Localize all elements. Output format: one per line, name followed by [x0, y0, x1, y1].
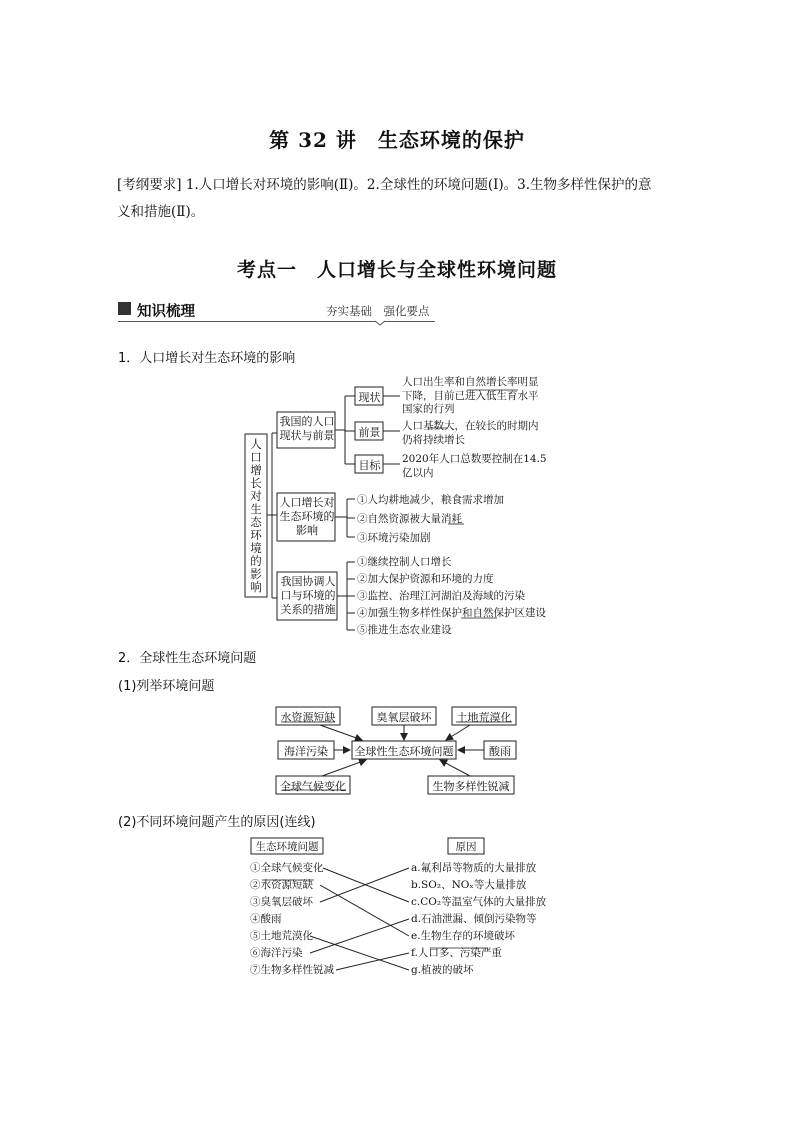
impact-item: ③环境污染加剧: [357, 532, 431, 544]
left-list: [250, 860, 334, 979]
left-item: ③臭氧层破坏: [250, 896, 313, 908]
page-title: 第 32 讲 生态环境的保护: [269, 128, 525, 152]
left-item: ④酸雨: [250, 913, 282, 925]
branch3-label: 我国协调人 口与环境的 关系的措施: [280, 575, 336, 616]
measure-item: ⑤推进生态农业建设: [357, 624, 452, 636]
right-item: c.CO₂等温室气体的大量排放: [411, 896, 547, 908]
left-item: ②水资源短缺: [250, 879, 313, 891]
knowledge-subtitle: 夯实基础 强化要点: [326, 304, 430, 318]
branch1-label: 我国的人口 现状与前景: [279, 415, 335, 442]
left-item: ⑥海洋污染: [250, 947, 303, 959]
problem-climate: 全球气候变化: [280, 780, 346, 793]
section2-heading: 2．全球性生态环境问题: [118, 651, 257, 666]
knowledge-label: 知识梳理: [137, 304, 195, 320]
left-item: ⑤土地荒漠化: [250, 930, 313, 942]
left-item: ①全球气候变化: [250, 862, 324, 874]
problem-center: 全球性生态环境问题: [354, 745, 454, 758]
measure-item: ②加大保护资源和环境的力度: [357, 573, 494, 585]
right-item: f.人口多、污染严重: [411, 947, 502, 959]
section2-sub1: (1)列举环境问题: [118, 679, 215, 694]
problem-ozone: 臭氧层破坏: [376, 711, 432, 724]
root-label: 人 口 增 长 对 生 态 环 境 的 影 响: [250, 437, 262, 594]
problem-water: 水资源短缺: [280, 711, 336, 724]
right-item: g.植被的破坏: [411, 964, 474, 976]
requirements-line2: 义和措施(Ⅱ)。: [117, 204, 205, 220]
section-title: 考点一 人口增长与全球性环境问题: [236, 259, 557, 281]
impact-item: ①人均耕地减少，粮食需求增加: [357, 494, 504, 506]
measure-item: ③监控、治理江河湖泊及海域的污染: [357, 590, 525, 602]
goal-text: 2020年人口总数要控制在14.5 亿以内: [402, 453, 547, 479]
section2-sub2: (2)不同环境问题产生的原因(连线): [118, 815, 316, 830]
impact-item: ②自然资源被大量消耗: [357, 513, 462, 525]
left-header: 生态环境问题: [255, 841, 319, 853]
measure-item: ④加强生物多样性保护和自然保护区建设: [357, 607, 546, 619]
requirements-tag: [考纲要求]: [117, 177, 182, 193]
problem-land: 土地荒漠化: [456, 711, 512, 724]
prospect-label: 前景: [358, 426, 381, 439]
match-line: [336, 953, 409, 970]
right-item: e.生物生存的环境破坏: [411, 930, 516, 942]
left-item: ⑦生物多样性锐减: [250, 964, 334, 976]
problem-ocean: 海洋污染: [284, 745, 328, 758]
problem-acid: 酸雨: [489, 745, 511, 758]
goal-label: 目标: [358, 459, 381, 472]
status-text: 人口出生率和自然增长率明显 下降，目前已进入低生育水平 国家的行列: [402, 376, 539, 415]
right-list: [411, 860, 546, 979]
right-item: b.SO₂、NOₓ等大量排放: [411, 879, 527, 891]
right-header: 原因: [455, 841, 477, 853]
prospect-text: 人口基数大，在较长的时期内 仍将持续增长: [402, 420, 539, 446]
right-item: d.石油泄漏、倾倒污染物等: [411, 913, 537, 925]
requirements-line1: 1.人口增长对环境的影响(Ⅱ)。2.全球性的环境问题(Ⅰ)。3.生物多样性保护的意: [185, 177, 652, 193]
branch2-label: 人口增长对 生态环境的 影响: [279, 496, 335, 537]
measure-item: ①继续控制人口增长: [357, 556, 452, 568]
right-item: a.氟利昂等物质的大量排放: [411, 862, 537, 874]
section1-heading: 1．人口增长对生态环境的影响: [118, 351, 296, 366]
status-label: 现状: [358, 391, 381, 404]
problem-bio: 生物多样性锐减: [432, 780, 510, 793]
